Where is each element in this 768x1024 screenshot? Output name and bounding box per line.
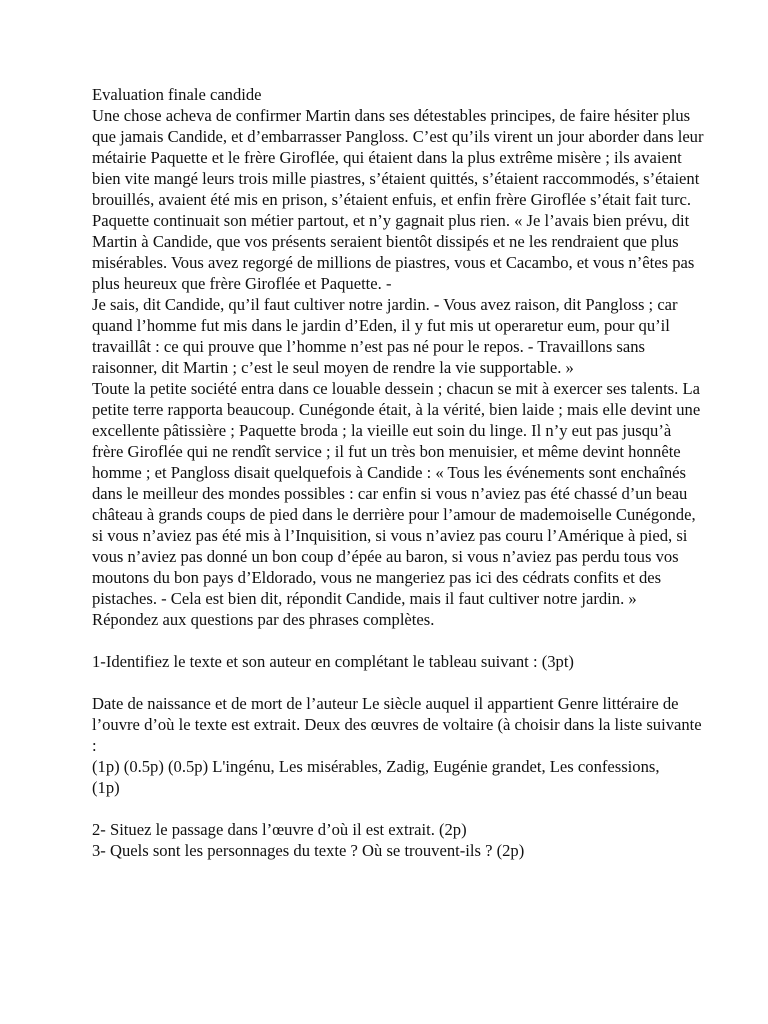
- table-description: Date de naissance et de mort de l’auteur Le siècle auquel il appartient Genre littéraire de l’ouvre d’où le texte est extrait. Deux des œuvres de voltaire (à choisir dans la liste suivante :: [92, 694, 702, 755]
- question-2: 2- Situez le passage dans l’œuvre d’où il est extrait. (2p): [92, 820, 467, 839]
- instruction-text: Répondez aux questions par des phrases complètes.: [92, 610, 435, 629]
- table-last-point: (1p): [92, 778, 120, 797]
- document-page: [92, 84, 704, 861]
- passage-paragraph-3: Toute la petite société entra dans ce louable dessein ; chacun se mit à exercer ses talents. La petite terre rapporta beaucoup. Cunégonde était, à la vérité, bien laide ; mais elle devint une excellente pâtissière ; Paquette broda ; la vieille eut soin du linge. Il n’y eut pas jusqu’à frère Giroflée qui ne rendît service ; il fut un très bon menuisier, et même devint honnête homme ; et Pangloss disait quelquefois à Candide : « Tous les événements sont enchaînés dans le meilleur des mondes possibles : car enfin si vous n’aviez pas été chassé d’un beau château à grands coups de pied dans le derrière pour l’amour de mademoiselle Cunégonde, si vous n’aviez pas été mis à l’Inquisition, si vous n’aviez pas couru l’Amérique à pied, si vous n’aviez pas donné un bon coup d’épée au baron, si vous n’aviez pas perdu tous vos moutons du bon pays d’Eldorado, vous ne mangeriez pas ici des cédrats confits et des pistaches. - Cela est bien dit, répondit Candide, mais il faut cultiver notre jardin. »: [92, 379, 701, 608]
- table-points: (1p) (0.5p) (0.5p) L'ingénu, Les misérables, Zadig, Eugénie grandet, Les confessions,: [92, 757, 660, 776]
- question-1: 1-Identifiez le texte et son auteur en complétant le tableau suivant : (3pt): [92, 652, 574, 671]
- passage-paragraph-2: Je sais, dit Candide, qu’il faut cultiver notre jardin. - Vous avez raison, dit Pangloss ; car quand l’homme fut mis dans le jardin d’Eden, il y fut mis ut operaretur eum, pour qu’il travaillât : ce qui prouve que l’homme n’est pas né pour le repos. - Travaillons sans raisonner, dit Martin ; c’est le seul moyen de rendre la vie supportable. »: [92, 295, 678, 377]
- question-3: 3- Quels sont les personnages du texte ? Où se trouvent-ils ? (2p): [92, 841, 525, 860]
- passage-paragraph-1: Une chose acheva de confirmer Martin dans ses détestables principes, de faire hésiter plus que jamais Candide, et d’embarrasser Pangloss. C’est qu’ils virent un jour aborder dans leur métairie Paquette et le frère Giroflée, qui étaient dans la plus extrême misère ; ils avaient bien vite mangé leurs trois mille piastres, s’étaient quittés, s’étaient raccommodés, s’étaient brouillés, avaient été mis en prison, s’étaient enfuis, et enfin frère Giroflée s’était fait turc. Paquette continuait son métier partout, et n’y gagnait plus rien. « Je l’avais bien prévu, dit Martin à Candide, que vos présents seraient bientôt dissipés et ne les rendraient que plus misérables. Vous avez regorgé de millions de piastres, vous et Cacambo, et vous n’êtes pas plus heureux que frère Giroflée et Paquette. -: [92, 106, 704, 293]
- document-title: Evaluation finale candide: [92, 85, 262, 104]
